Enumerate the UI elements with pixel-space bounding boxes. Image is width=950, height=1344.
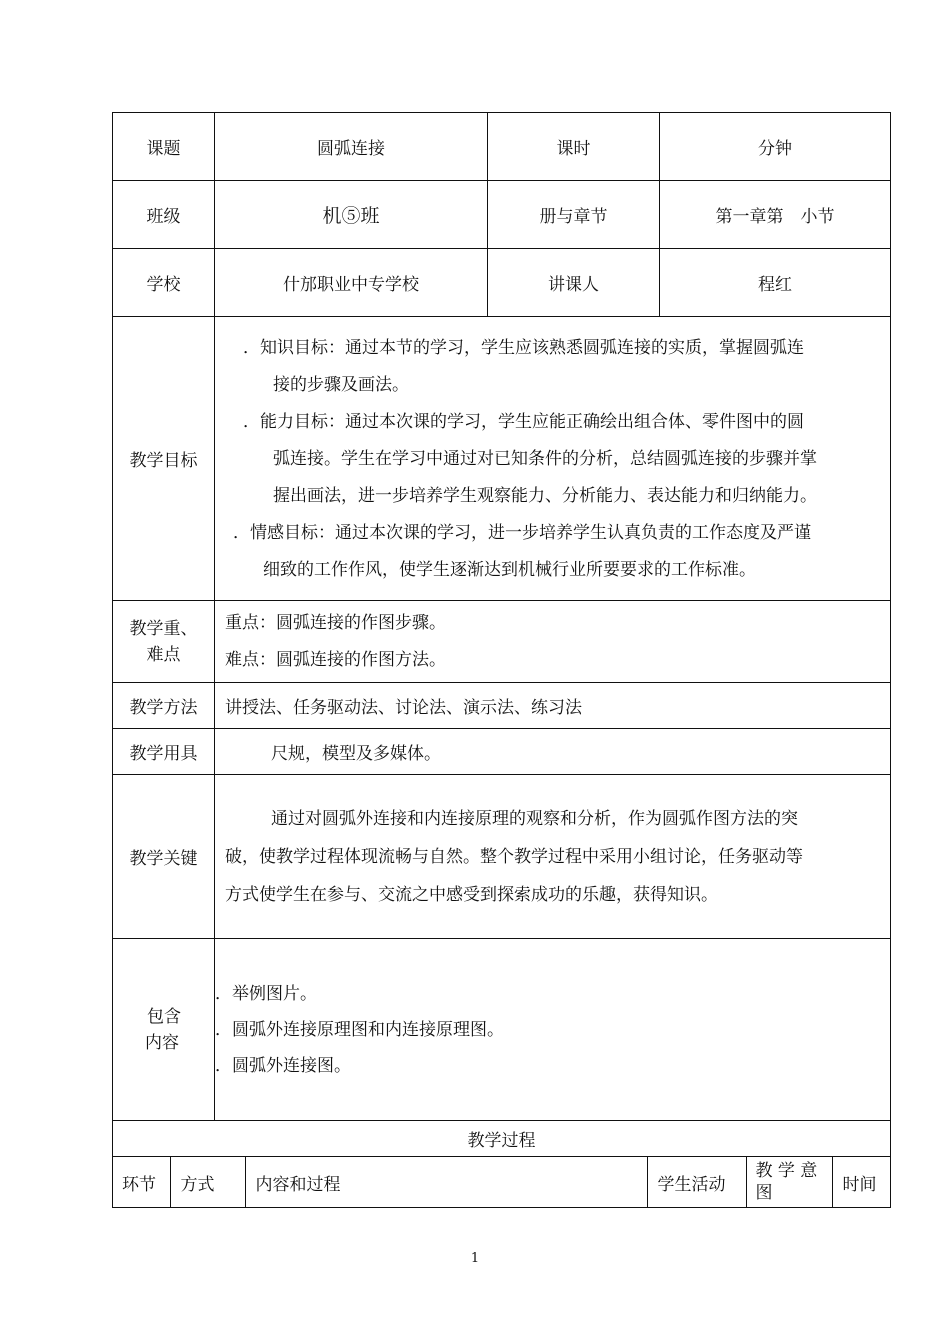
school-label: 学校 bbox=[113, 249, 215, 317]
row-tools bbox=[113, 729, 891, 775]
row-key-points bbox=[113, 601, 891, 683]
key-factor-label: 教学关键 bbox=[113, 775, 215, 939]
chapter-value: 第一章第 小节 bbox=[660, 181, 891, 249]
content-item: ．举例图片。 bbox=[215, 983, 317, 1004]
col-intent bbox=[746, 1157, 832, 1207]
methods-value: 讲授法、任务驱动法、讨论法、演示法、练习法 bbox=[215, 683, 891, 729]
key-factor-line-2: 破，使教学过程体现流畅与自然。整个教学过程中采用小组讨论，任务驱动等 bbox=[225, 846, 803, 867]
teacher-label: 讲课人 bbox=[488, 249, 660, 317]
col-content: 内容和过程 bbox=[245, 1157, 647, 1207]
key-points-label bbox=[113, 601, 215, 683]
teacher-value: 程红 bbox=[660, 249, 891, 317]
col-time: 时间 bbox=[832, 1157, 891, 1207]
row-process-header bbox=[113, 1157, 891, 1208]
row-methods bbox=[113, 683, 891, 729]
key-points-label-line-2: 难点 bbox=[146, 644, 181, 665]
topic-label: 课题 bbox=[113, 113, 215, 181]
col-student: 学生活动 bbox=[647, 1157, 746, 1207]
topic-value: 圆弧连接 bbox=[215, 113, 488, 181]
row-class bbox=[113, 181, 891, 249]
row-process-title bbox=[113, 1121, 891, 1157]
emotion-objective-line-1: ．情感目标：通过本次课的学习，进一步培养学生认真负责的工作态度及严谨 bbox=[233, 523, 811, 543]
knowledge-objective-line-2: 接的步骤及画法。 bbox=[273, 375, 409, 395]
page-number: 1 bbox=[470, 1251, 480, 1266]
ability-objective-line-2: 弧连接。学生在学习中通过对已知条件的分析，总结圆弧连接的步骤并掌 bbox=[273, 449, 817, 469]
knowledge-objective-line-1: ．知识目标：通过本节的学习，学生应该熟悉圆弧连接的实质，掌握圆弧连 bbox=[243, 338, 804, 358]
col-stage: 环节 bbox=[113, 1157, 170, 1207]
contents-label-line-1: 包含 bbox=[147, 1006, 181, 1027]
lesson-plan-table bbox=[112, 112, 891, 1208]
objectives-label: 教学目标 bbox=[113, 317, 215, 601]
contents-label-line-2: 内容 bbox=[145, 1032, 179, 1053]
class-value: 机⑤班 bbox=[215, 181, 488, 249]
contents-label bbox=[113, 939, 215, 1121]
col-intent-line-1: 教 学 意 bbox=[755, 1161, 818, 1181]
period-label: 课时 bbox=[488, 113, 660, 181]
content-item: ．圆弧外连接图。 bbox=[215, 1055, 351, 1076]
key-factor-line-1: 通过对圆弧外连接和内连接原理的观察和分析，作为圆弧作图方法的突 bbox=[271, 808, 798, 829]
row-contents bbox=[113, 939, 891, 1121]
process-header-cell bbox=[113, 1157, 891, 1208]
lesson-plan bbox=[112, 112, 890, 1208]
ability-objective-line-1: ．能力目标：通过本次课的学习，学生应能正确绘出组合体、零件图中的圆 bbox=[243, 412, 804, 432]
key-factor-cell bbox=[215, 775, 891, 939]
key-points-label-line-1: 教学重、 bbox=[129, 618, 198, 639]
content-item: ．圆弧外连接原理图和内连接原理图。 bbox=[215, 1019, 504, 1040]
difficult-point-text: 难点：圆弧连接的作图方法。 bbox=[225, 649, 446, 670]
methods-label: 教学方法 bbox=[113, 683, 215, 729]
period-value: 分钟 bbox=[660, 113, 891, 181]
emotion-objective-line-2: 细致的工作作风，使学生逐渐达到机械行业所要要求的工作标准。 bbox=[263, 560, 756, 580]
col-method: 方式 bbox=[170, 1157, 245, 1207]
col-intent-line-2: 图 bbox=[755, 1183, 773, 1203]
tools-label: 教学用具 bbox=[113, 729, 215, 775]
row-school bbox=[113, 249, 891, 317]
process-header-table bbox=[113, 1157, 891, 1207]
chapter-label: 册与章节 bbox=[488, 181, 660, 249]
ability-objective-line-3: 握出画法，进一步培养学生观察能力、分析能力、表达能力和归纳能力。 bbox=[273, 486, 817, 506]
class-label: 班级 bbox=[113, 181, 215, 249]
key-factor-line-3: 方式使学生在参与、交流之中感受到探索成功的乐趣，获得知识。 bbox=[225, 884, 718, 905]
school-value: 什邡职业中专学校 bbox=[215, 249, 488, 317]
contents-cell bbox=[215, 939, 891, 1121]
row-topic bbox=[113, 113, 891, 181]
key-point-text: 重点：圆弧连接的作图步骤。 bbox=[225, 612, 446, 633]
row-objectives bbox=[113, 317, 891, 601]
process-title: 教学过程 bbox=[113, 1121, 891, 1157]
objectives-cell bbox=[215, 317, 891, 601]
key-points-cell bbox=[215, 601, 891, 683]
tools-value: 尺规，模型及多媒体。 bbox=[215, 729, 891, 775]
row-key-factor bbox=[113, 775, 891, 939]
